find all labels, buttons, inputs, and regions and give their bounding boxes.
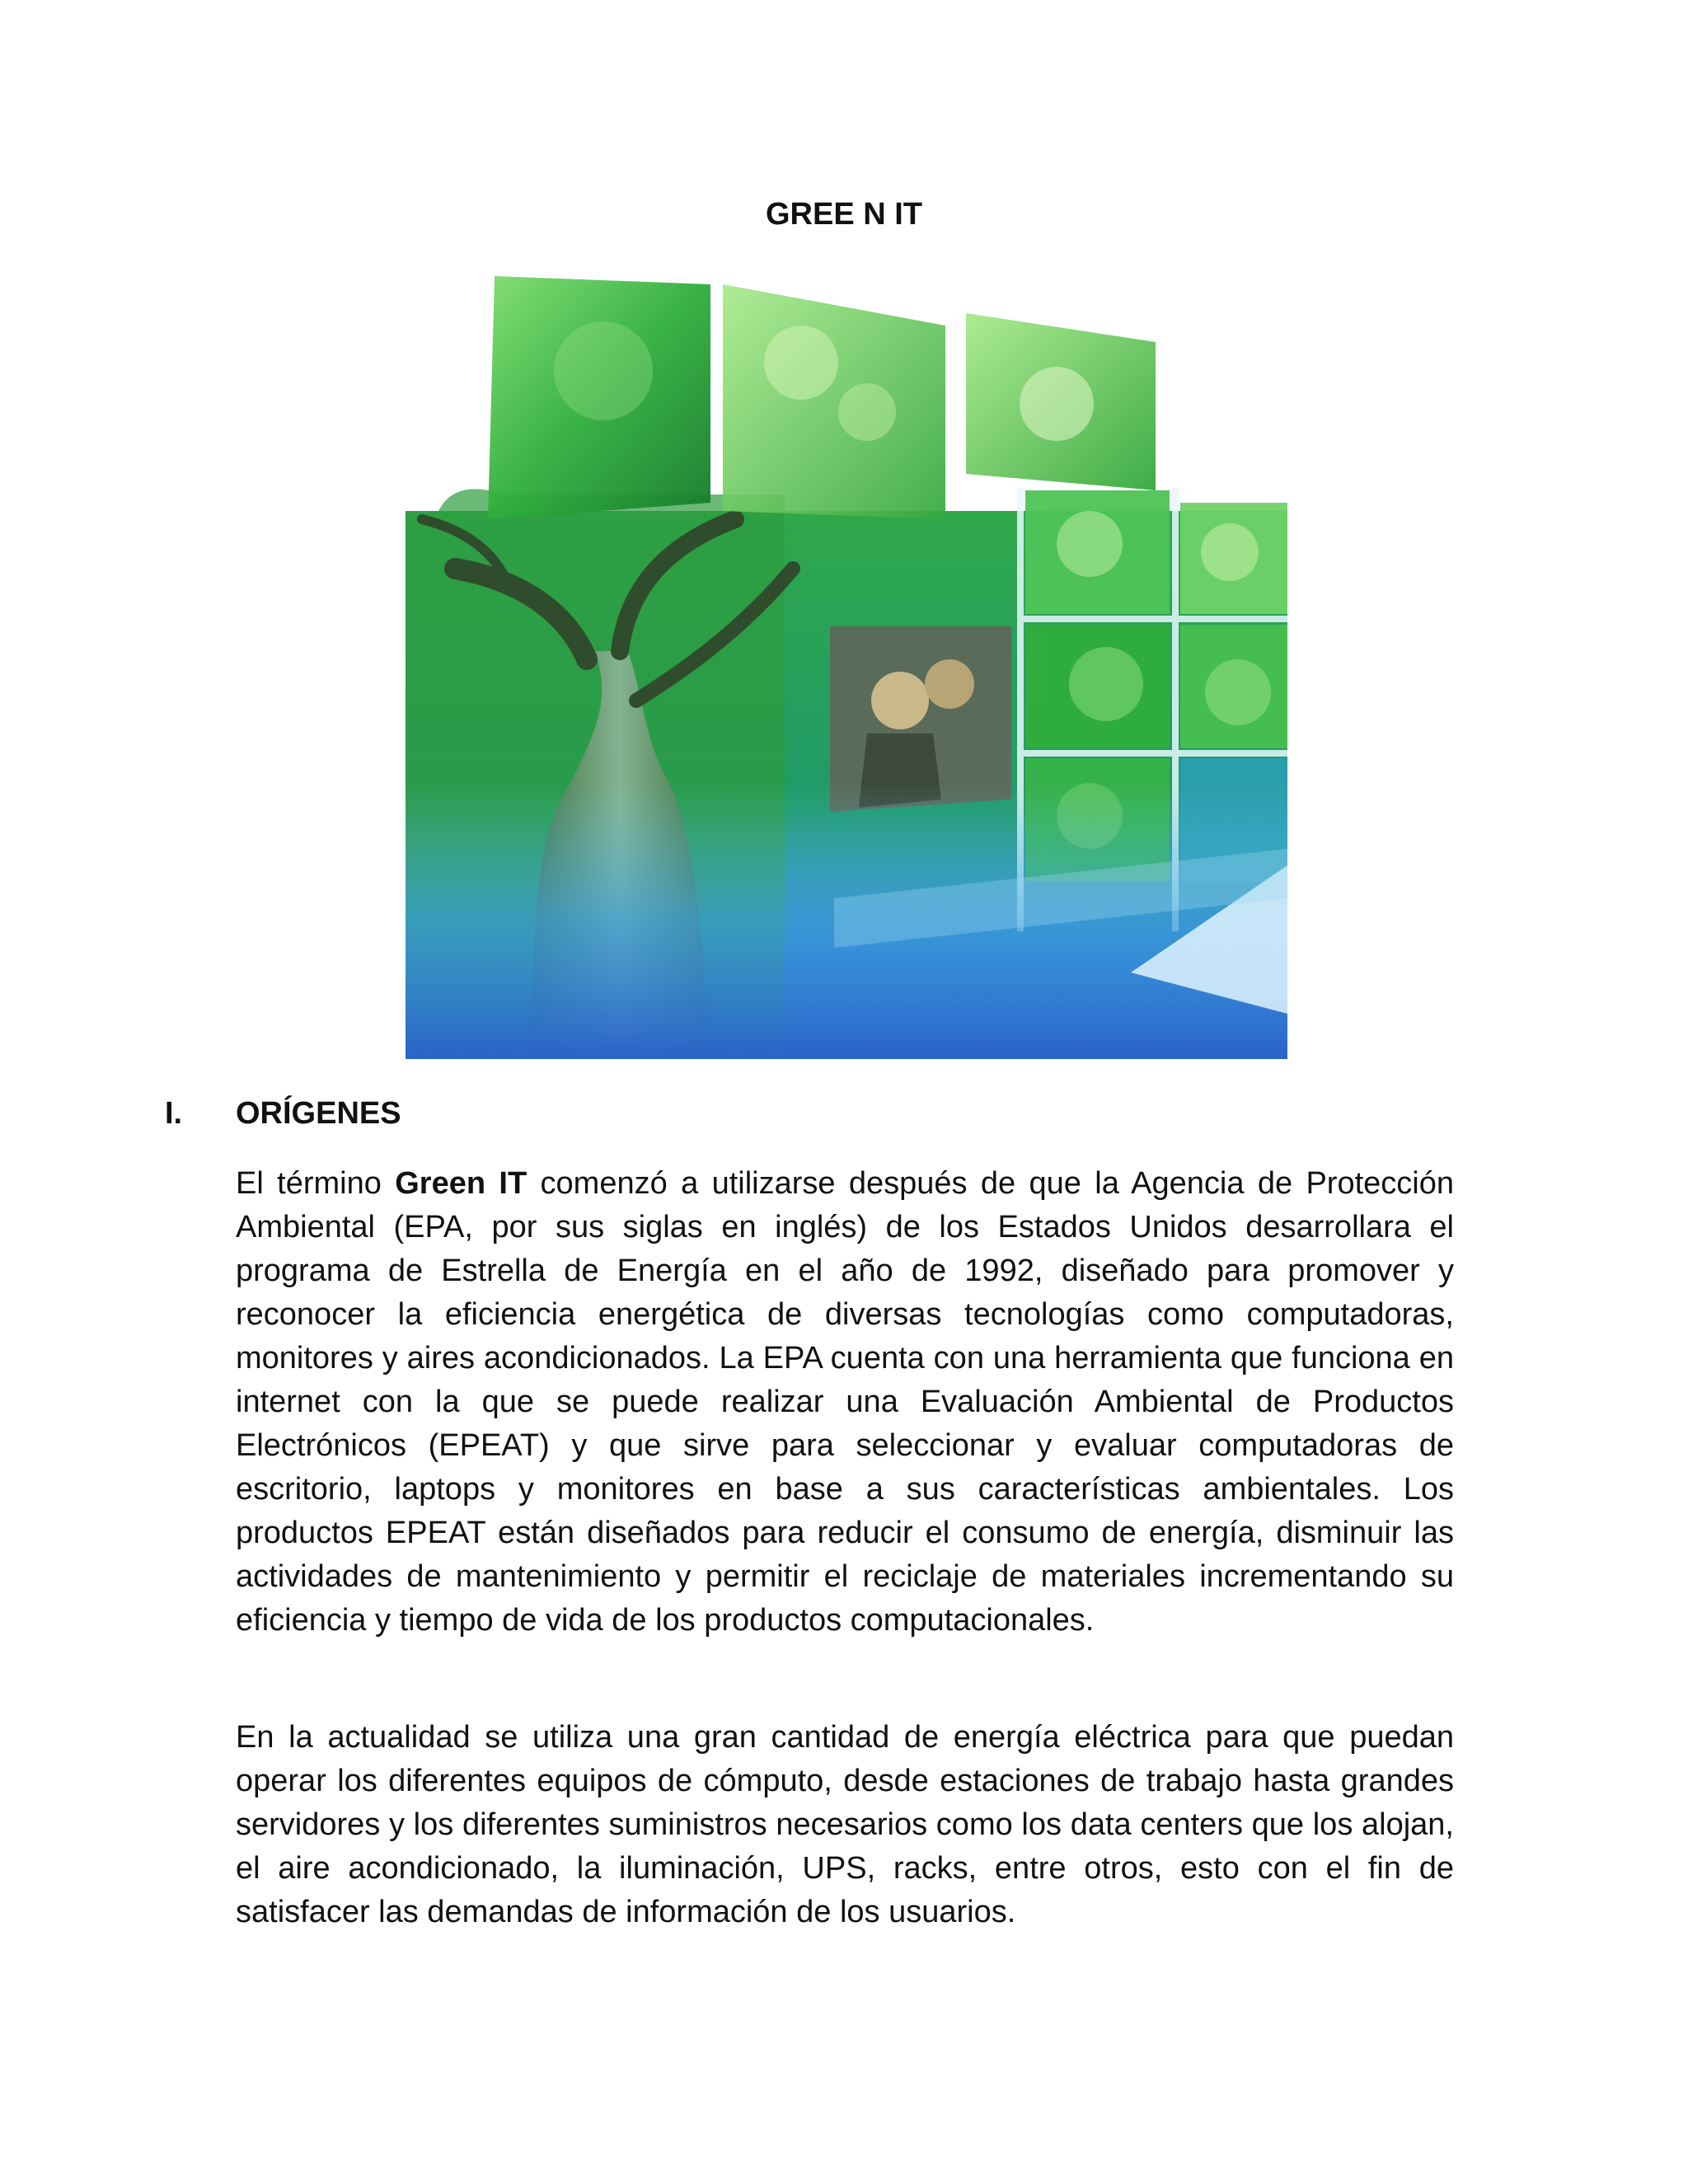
paragraph-2 <box>236 1716 1454 1934</box>
paragraph-2-text: En la actualidad se utiliza una gran cantidad de energía eléctrica para que puedan operar los diferentes equipos de cómputo, desde estaciones de trabajo hasta grandes servidores y los diferentes suministros necesarios como los data centers que los alojan, el aire acondicionado, la iluminación, UPS, racks, entre otros, esto con el fin de satisfacer las demandas de información de los usuarios. <box>236 1720 1454 1929</box>
section-heading <box>165 1094 401 1132</box>
section-number: I. <box>165 1096 183 1131</box>
paragraph-1-part1: El término <box>236 1166 396 1201</box>
document-title: GREE N IT <box>765 197 923 232</box>
green-it-term: Green IT <box>395 1166 528 1201</box>
paragraph-1 <box>236 1162 1454 1643</box>
section-title: ORÍGENES <box>236 1096 401 1131</box>
green-it-collage-image <box>406 272 1287 1059</box>
paragraph-1-part2: comenzó a utilizarse después de que la Agencia de Protección Ambiental (EPA, por sus siglas en inglés) de los Estados Unidos desarrollara el programa de Estrella de Energía en el año de 1992, diseñado para promover y reconocer la eficiencia energética de diversas tecnologías como computadoras, monitores y aires acondicionados. La EPA cuenta con una herramienta que funciona en internet con la que se puede realizar una Evaluación Ambiental de Productos Electrónicos (EPEAT) y que sirve para seleccionar y evaluar computadoras de escritorio, laptops y monitores en base a sus características ambientales. Los productos EPEAT están diseñados para reducir el consumo de energía, disminuir las actividades de mantenimiento y permitir el reciclaje de materiales incrementando su eficiencia y tiempo de vida de los productos computacionales. <box>236 1166 1454 1638</box>
